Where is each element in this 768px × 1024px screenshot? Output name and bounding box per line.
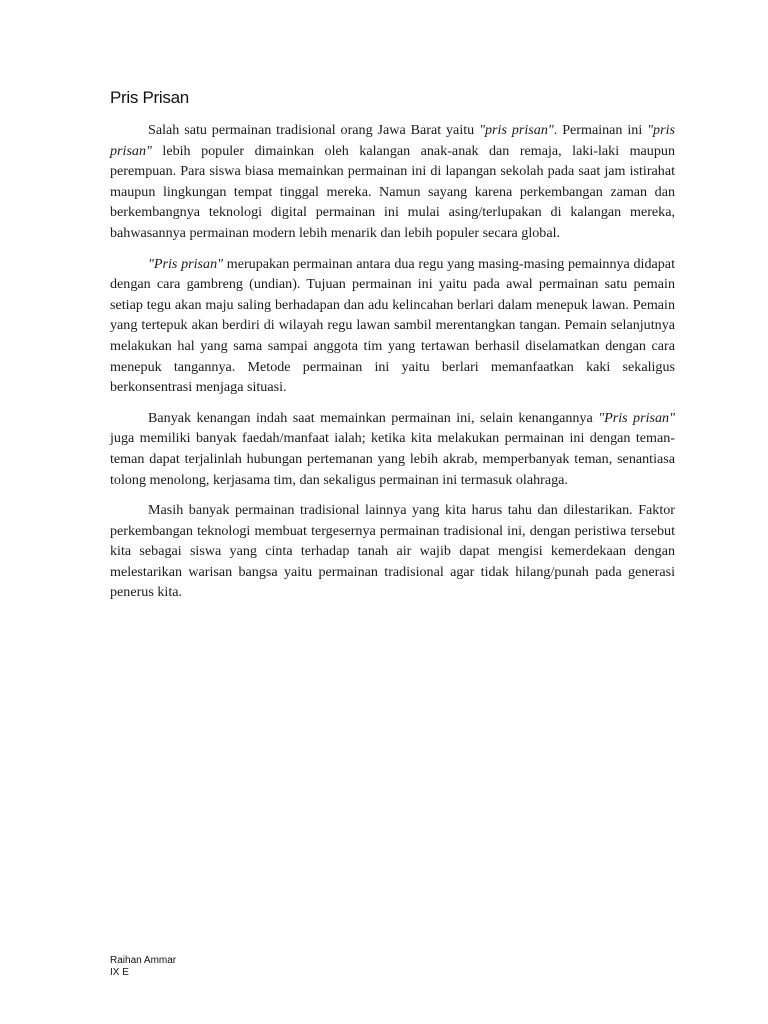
paragraph-1-game-name-a: "pris prisan" xyxy=(479,122,554,138)
author-class: IX E xyxy=(110,967,129,978)
document-footer xyxy=(110,955,176,979)
paragraph-4-text: Masih banyak permainan tradisional lainnya yang kita harus tahu dan dilestarikan. Faktor perkembangan teknologi membuat tergesernya permainan tradisional ini, dengan peristiwa tersebut kita sebagai siswa yang cinta terhadap tanah air wajib dapat mengisi kemerdekaan dengan melestarikan warisan bangsa yaitu permainan tradisional agar tidak hilang/punah pada generasi penerus kita. xyxy=(110,502,675,601)
paragraph-1-text-b: . Permainan ini xyxy=(553,122,648,138)
paragraph-2 xyxy=(110,254,675,398)
document-title: Pris Prisan xyxy=(110,88,189,107)
paragraph-2-game-name: "Pris prisan" xyxy=(148,255,224,272)
paragraph-3-text-a: Banyak kenangan indah saat memainkan permainan ini, selain kenangannya xyxy=(148,409,599,426)
paragraph-1-game-name-b: "pris prisan" xyxy=(110,122,675,159)
paragraph-1-text-a: Salah satu permainan tradisional orang Jawa Barat yaitu xyxy=(148,122,480,138)
paragraph-3-text-b: juga memiliki banyak faedah/manfaat ialah; ketika kita melakukan permainan ini dengan teman-teman dapat terjalinlah hubungan pertemanan yang lebih akrab, memperbanyak teman, senantiasa tolong menolong, kerjasama tim, dan sekaligus permainan ini termasuk olahraga. xyxy=(110,430,675,488)
paragraph-1-text-c: lebih populer dimainkan oleh kalangan anak-anak dan remaja, laki-laki maupun perempuan. Para siswa biasa memainkan permainan ini di lapangan sekolah pada saat jam istirahat maupun lingkungan tempat tinggal mereka. Namun sayang karena perkembangan zaman dan berkembangnya teknologi digital permainan ini mulai asing/terlupakan di kalangan mereka, bahwasannya permainan modern lebih menarik dan lebih populer secara global. xyxy=(110,142,675,241)
document-body xyxy=(110,120,675,613)
author-name: Raihan Ammar xyxy=(110,955,177,966)
paragraph-1 xyxy=(110,120,675,244)
paragraph-4 xyxy=(110,500,675,603)
paragraph-2-text: merupakan permainan antara dua regu yang masing-masing pemainnya didapat dengan cara gambreng (undian). Tujuan permainan ini yaitu pada awal permainan satu pemain setiap tegu akan maju saling berhadapan dan adu kelincahan berlari dalam menepuk lawan. Pemain yang tertepuk akan berdiri di wilayah regu lawan sambil merentangkan tangan. Pemain selanjutnya melakukan hal yang sama sampai anggota tim yang tertawan berhasil diselamatkan dengan cara menepuk tangannya. Metode permainan ini yaitu berlari memanfaatkan kaki sekaligus berkonsentrasi menjaga situasi. xyxy=(110,255,675,396)
paragraph-3-game-name: "Pris prisan" xyxy=(598,409,675,426)
paragraph-3 xyxy=(110,408,675,490)
